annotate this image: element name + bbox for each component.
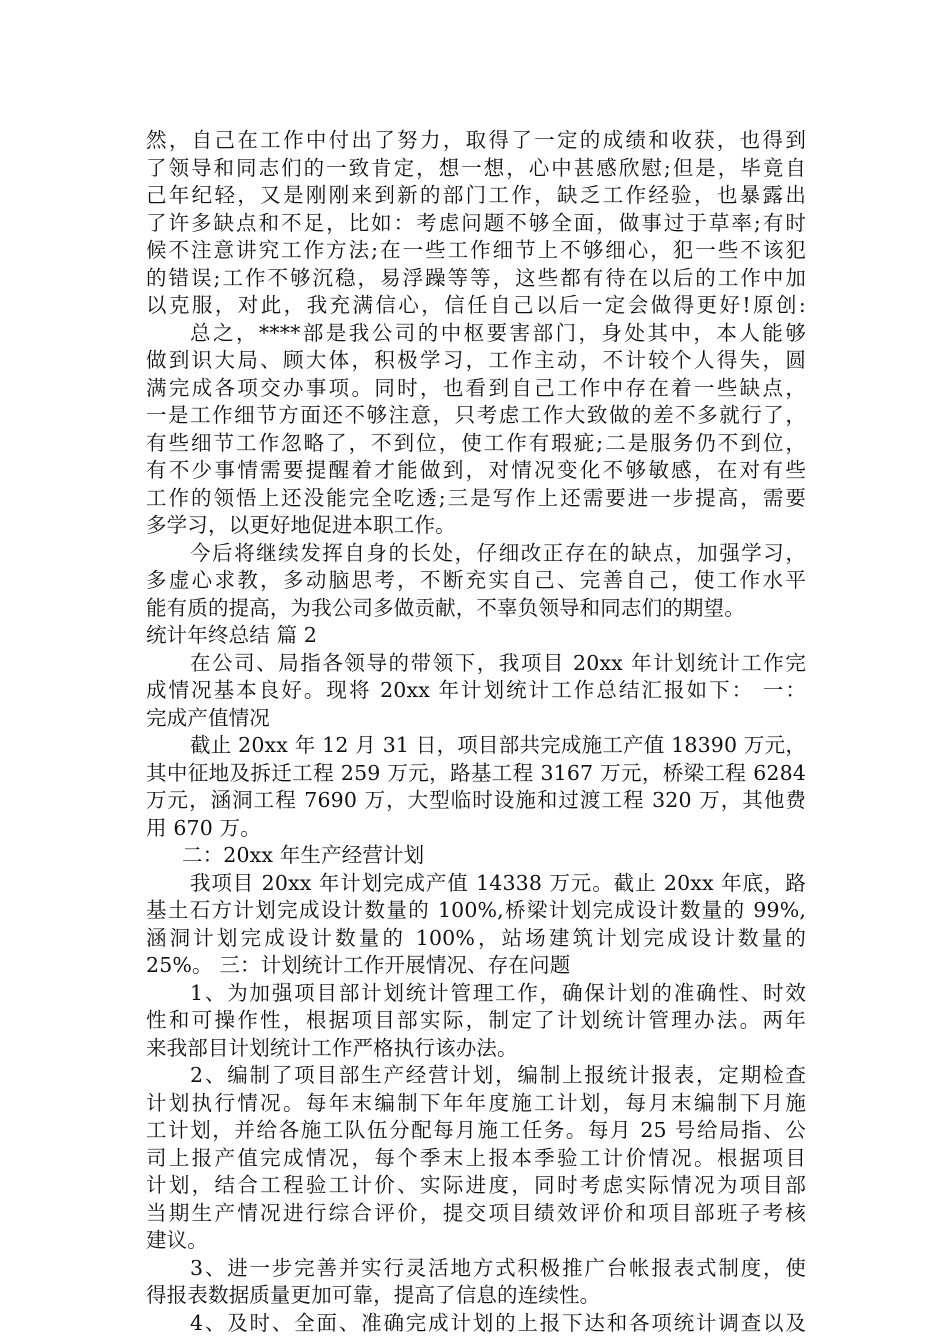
text-line: 基土石方计划完成设计数量的 100%,桥梁计划完成设计数量的 99%, bbox=[146, 898, 806, 922]
text-line: 多虚心求教，多动脑思考，不断充实自己、完善自己，使工作水平 bbox=[146, 568, 806, 592]
text-line: 得报表数据质量更加可靠，提高了信息的连续性。 bbox=[146, 1283, 601, 1307]
text-line: 其中征地及拆迁工程 259 万元，路基工程 3167 万元，桥梁工程 6284 bbox=[146, 761, 806, 785]
paragraph-first-line: 在公司、局指各领导的带领下，我项目 20xx 年计划统计工作完 bbox=[190, 651, 806, 675]
text-line: 候不注意讲究工作方法;在一些工作细节上不够细心，犯一些不该犯 bbox=[146, 238, 806, 262]
text-line: 以克服，对此，我充满信心，信任自己以后一定会做得更好!原创: bbox=[146, 293, 806, 317]
text-line: 计划，结合工程验工计价、实际进度，同时考虑实际情况为项目部 bbox=[146, 1173, 806, 1197]
text-line: 工计划，并给各施工队伍分配每月施工任务。每月 25 号给局指、公 bbox=[146, 1118, 806, 1142]
paragraph-first-line: 1、为加强项目部计划统计管理工作，确保计划的准确性、时效 bbox=[190, 981, 806, 1005]
text-line: 然，自己在工作中付出了努力，取得了一定的成绩和收获，也得到 bbox=[146, 128, 806, 152]
paragraph-first-line: 2、编制了项目部生产经营计划，编制上报统计报表，定期检查 bbox=[190, 1063, 806, 1087]
text-line: 能有质的提高，为我公司多做贡献，不辜负领导和同志们的期望。 bbox=[146, 596, 745, 620]
paragraph-first-line: 总之，****部是我公司的中枢要害部门，身处其中，本人能够 bbox=[190, 321, 806, 345]
section-heading: 统计年终总结 篇 2 bbox=[146, 623, 318, 647]
paragraph-first-line: 我项目 20xx 年计划完成产值 14338 万元。截止 20xx 年底，路 bbox=[190, 871, 806, 895]
text-line: 工作的领悟上还没能完全吃透;三是写作上还需要进一步提高，需要 bbox=[146, 486, 806, 510]
text-line: 了领导和同志们的一致肯定，想一想，心中甚感欣慰;但是，毕竟自 bbox=[146, 156, 806, 180]
paragraph-first-line: 3、进一步完善并实行灵活地方式积极推广台帐报表式制度，使 bbox=[190, 1256, 806, 1280]
paragraph-first-line: 截止 20xx 年 12 月 31 日，项目部共完成施工产值 18390 万元， bbox=[190, 733, 806, 757]
text-line: 司上报产值完成情况，每个季末上报本季验工计价情况。根据项目 bbox=[146, 1146, 806, 1170]
text-line: 了许多缺点和不足，比如：考虑问题不够全面，做事过于草率;有时 bbox=[146, 211, 806, 235]
text-line: 多学习，以更好地促进本职工作。 bbox=[146, 513, 456, 537]
text-line: 成情况基本良好。现将 20xx 年计划统计工作总结汇报如下： 一： bbox=[146, 678, 806, 702]
text-line: 25%。 三：计划统计工作开展情况、存在问题 bbox=[146, 953, 571, 977]
text-line: 万元，涵洞工程 7690 万，大型临时设施和过渡工程 320 万，其他费 bbox=[146, 788, 806, 812]
paragraph-first-line: 4、及时、全面、准确完成计划的上报下达和各项统计调查以及 bbox=[190, 1311, 806, 1335]
paragraph-first-line: 今后将继续发挥自身的长处，仔细改正存在的缺点，加强学习， bbox=[190, 541, 806, 565]
text-line: 当期生产情况进行综合评价，提交项目绩效评价和项目部班子考核 bbox=[146, 1201, 806, 1225]
text-line: 性和可操作性，根据项目部实际，制定了计划统计管理办法。两年 bbox=[146, 1008, 806, 1032]
text-line: 有些细节工作忽略了，不到位，使工作有瑕疵;二是服务仍不到位， bbox=[146, 431, 806, 455]
text-line: 的错误;工作不够沉稳，易浮躁等等，这些都有待在以后的工作中加 bbox=[146, 266, 806, 290]
text-line: 用 670 万。 bbox=[146, 816, 261, 840]
text-line: 来我部目计划统计工作严格执行该办法。 bbox=[146, 1036, 518, 1060]
text-line: 计划执行情况。每年末编制下年年度施工计划，每月末编制下月施 bbox=[146, 1091, 806, 1115]
text-line: 做到识大局、顾大体，积极学习，工作主动，不计较个人得失，圆 bbox=[146, 348, 806, 372]
text-line: 满完成各项交办事项。同时，也看到自己工作中存在着一些缺点， bbox=[146, 376, 806, 400]
text-line: 己年纪轻，又是刚刚来到新的部门工作，缺乏工作经验，也暴露出 bbox=[146, 183, 806, 207]
subheading: 二：20xx 年生产经营计划 bbox=[182, 843, 425, 867]
text-line: 完成产值情况 bbox=[146, 706, 270, 730]
text-line: 有不少事情需要提醒着才能做到，对情况变化不够敏感，在对有些 bbox=[146, 458, 806, 482]
text-line: 涵洞计划完成设计数量的 100%，站场建筑计划完成设计数量的 bbox=[146, 926, 806, 950]
text-line: 一是工作细节方面还不够注意，只考虑工作大致做的差不多就行了， bbox=[146, 403, 806, 427]
text-line: 建议。 bbox=[146, 1228, 208, 1252]
